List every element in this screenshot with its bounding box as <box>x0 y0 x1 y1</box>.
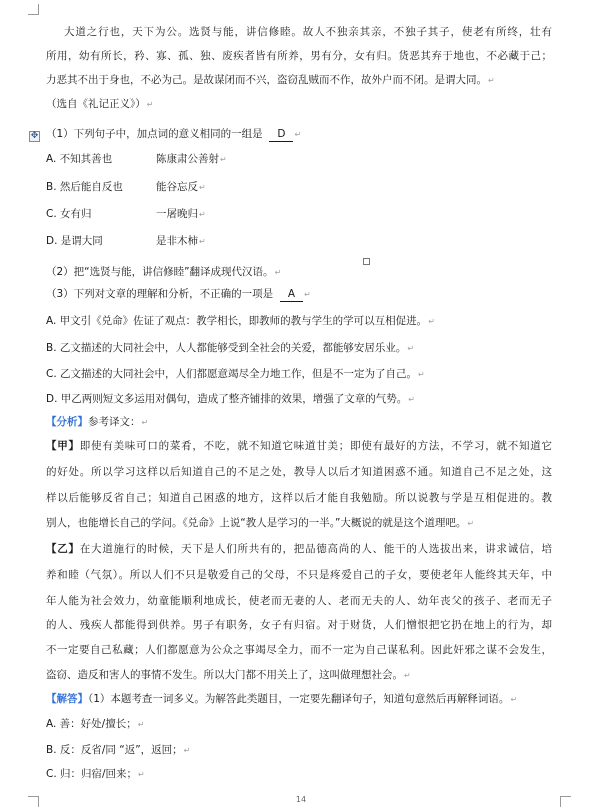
analysis-heading: 【分析】参考译文：↵ <box>46 416 149 428</box>
question-2-stem: （2）把“选贤与能，讲信修睦”翻译成现代汉语。↵ <box>46 266 282 278</box>
passage-line: 力恶其不出于身也，不必为己。是故谋闭而不兴，盗窃乱贼而不作，故外户而不闭。是谓大同。↵ <box>46 74 495 86</box>
solution-line: B. 反：反省/同 “返”，返回；↵ <box>46 744 191 756</box>
passage-line: 大道之行也，天下为公。选贤与能，讲信修睦。故人不独亲其亲，不独子其子，使老有所终，壮有 <box>64 26 552 38</box>
table-move-handle-icon[interactable]: ✥ <box>30 131 39 141</box>
translation-yi-line: 的人、残疾人都能得到供养。男子有职务，女子有归宿。对于财货，人们憎恨把它扔在地上的行为，却 <box>46 619 552 631</box>
question-1-stem: （1）下列句子中，加点词的意义相同的一组是 D ↵ <box>46 128 302 140</box>
question-1-option: A. 不知其善也 陈康肃公善射↵ <box>46 153 227 165</box>
question-3-answer: A <box>280 288 303 302</box>
analysis-tag: 【分析】 <box>46 416 88 428</box>
translation-jia-line: 样以后能够反省自己；知道自己困惑的地方，这样以后才能自我勉励。所以说教与学是互相促进的。教 <box>46 492 552 504</box>
translation-jia-line: 【甲】即使有美味可口的菜肴，不吃，就不知道它味道甘美；即使有最好的方法，不学习，就不知道它 <box>46 440 553 452</box>
question-1-option: C. 女有归 一屠晚归↵ <box>46 208 206 220</box>
translation-yi-line: 【乙】在大道施行的时候，天下是人们所共有的，把品德高尚的人、能干的人选拔出来，讲求诚信，培 <box>46 543 553 555</box>
solution-line: C. 归：归宿/回来；↵ <box>46 768 145 780</box>
solution-tag: 【解答】 <box>46 693 88 705</box>
question-3-option: A. 甲文引《兑命》佐证了观点：教学相长，即教师的教与学生的学可以互相促进。↵ <box>46 315 435 327</box>
passage-line: 所用，幼有所长，矜、寡、孤、独、废疾者皆有所养，男有分，女有归。货恶其弃于地也，不必藏于己； <box>46 50 552 62</box>
question-1-option: D. 是谓大同 是非木柿↵ <box>46 235 206 247</box>
question-1-answer: D <box>269 128 293 142</box>
translation-yi-line: 养和睦（气氛）。所以人们不只是敬爱自己的父母，不只是疼爱自己的子女，要使老年人能终其天年，中 <box>46 569 552 581</box>
translation-jia-line: 别人，也能增长自己的学问。《兑命》上说“教人是学习的一半。”大概说的就是这个道理吧。↵ <box>46 517 475 529</box>
question-1-option: B. 然后能自反也 能谷忘反↵ <box>46 181 206 193</box>
translation-yi-line: 年人能为社会效力，幼童能顺利地成长，使老而无妻的人、老而无夫的人、幼年丧父的孩子、老而无子 <box>46 595 552 607</box>
translation-yi-line: 不一定要自己私藏；人们都愿意为公众之事竭尽全力，而不一定为自己谋私利。因此奸邪之谋不会发生， <box>46 644 552 656</box>
question-3-option: C. 乙文描述的大同社会中，人们都愿意竭尽全力地工作，但是不一定为了自己。↵ <box>46 368 425 380</box>
margin-corner-top-left <box>28 4 39 15</box>
solution-heading: 【解答】（1）本题考查一词多义。为解答此类题目，一定要先翻译句子，知道句意然后再解释词语。↵ <box>46 693 518 705</box>
question-3-stem: （3）下列对文章的理解和分析，不正确的一项是 A ↵ <box>46 288 311 300</box>
translation-yi-line: 盗窃、造反和害人的事情不发生。所以大门都不用关上了，这叫做理想社会。↵ <box>46 669 411 681</box>
question-3-option: B. 乙文描述的大同社会中，人人都能够受到全社会的关爱，都能够安居乐业。↵ <box>46 342 415 354</box>
page-number: 14 <box>295 795 307 804</box>
resize-handle-icon[interactable] <box>363 258 370 265</box>
question-3-option: D. 甲乙两则短文多运用对偶句，造成了整齐铺排的效果，增强了文章的气势。↵ <box>46 393 415 405</box>
source-line: （选自《礼记正义》）↵ <box>46 98 154 110</box>
solution-line: A. 善：好处/擅长；↵ <box>46 718 145 730</box>
translation-jia-line: 的好处。所以学习这样以后知道自己的不足之处，教导人以后才知道困惑不通。知道自己不足之处，这 <box>46 466 552 478</box>
